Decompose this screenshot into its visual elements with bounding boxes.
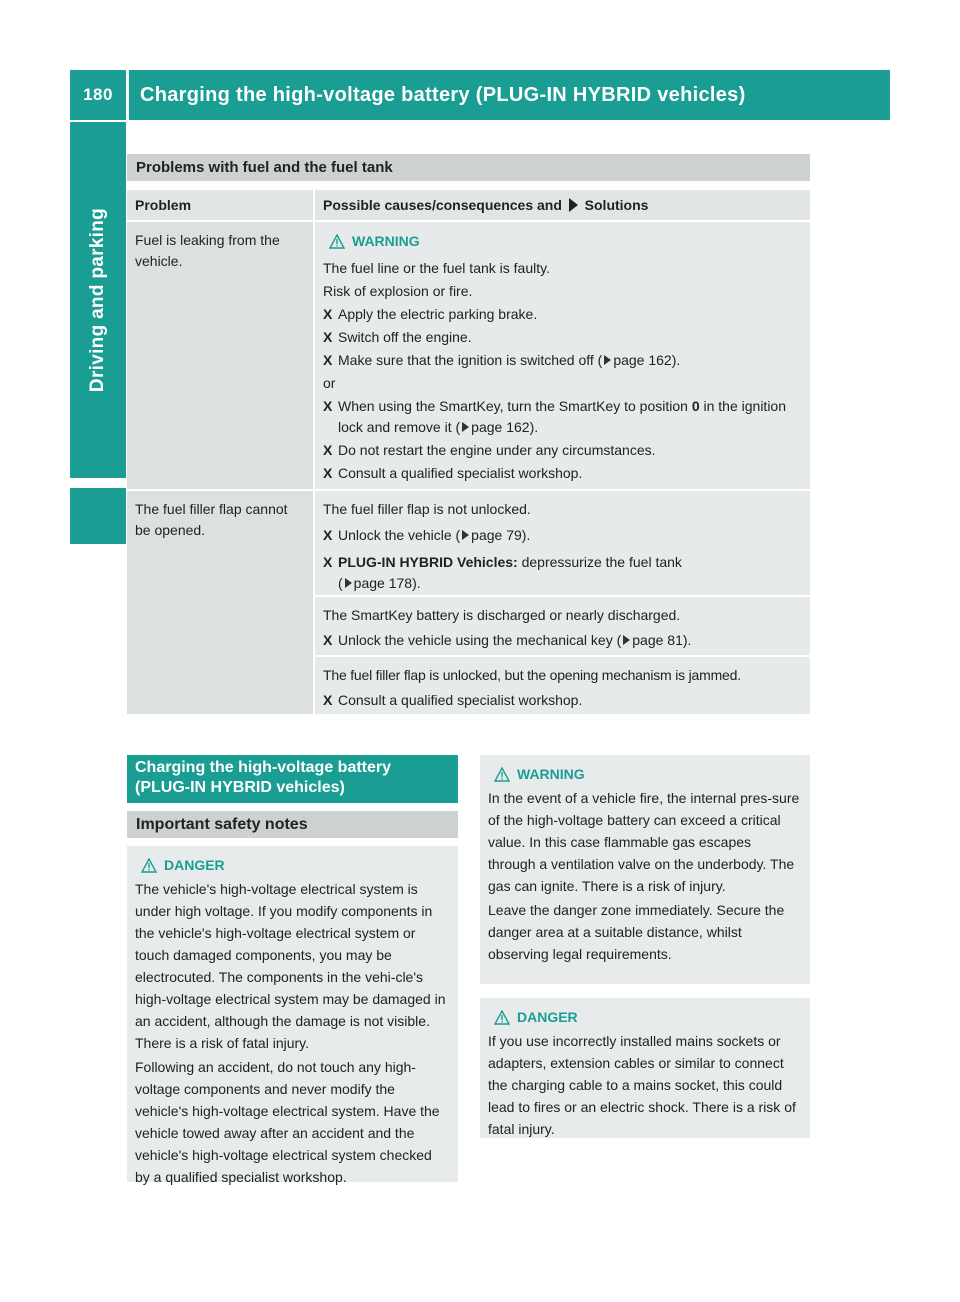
warning-heading xyxy=(488,763,802,785)
page-ref-triangle-icon xyxy=(462,422,469,432)
row2-c1-step1-text: Unlock the vehicle ( xyxy=(338,527,461,543)
row1-line2: Risk of explosion or fire. xyxy=(323,283,473,299)
chapter-label: Driving and parking xyxy=(87,207,108,393)
page-ref-triangle-icon xyxy=(623,635,630,645)
row2-problem xyxy=(127,491,313,714)
danger-box-high-voltage xyxy=(127,846,458,1185)
row1-warning-heading xyxy=(323,230,802,252)
chapter-marker xyxy=(70,488,126,544)
page-title: Charging the high-voltage battery (PLUG-IN HYBRID vehicles) xyxy=(140,84,746,106)
danger-box-mains-sockets xyxy=(480,998,810,1138)
page-header xyxy=(70,70,890,120)
col-header-solutions-text: Possible causes/consequences and xyxy=(323,197,562,213)
row1-step6 xyxy=(323,463,802,484)
page-number: 180 xyxy=(83,85,113,104)
page-ref-triangle-icon xyxy=(604,355,611,365)
danger-label: DANGER xyxy=(517,1009,578,1025)
row1-step6-text: Consult a qualified specialist workshop. xyxy=(338,465,583,481)
warning-triangle-icon xyxy=(494,1010,510,1025)
row2-c1-step1-page-ref[interactable]: page 79). xyxy=(471,527,531,543)
row1-step2-text: Switch off the engine. xyxy=(338,329,472,345)
arrow-right-icon xyxy=(569,198,578,212)
row1-step3-text: Make sure that the ignition is switched off ( xyxy=(338,352,603,368)
warning-triangle-icon xyxy=(141,858,157,873)
warning-label: WARNING xyxy=(352,232,420,249)
row2-c3-step1-text: Consult a qualified specialist workshop. xyxy=(338,692,583,708)
row1-line1: The fuel line or the fuel tank is faulty. xyxy=(323,260,550,276)
warning-triangle-icon xyxy=(494,767,510,782)
row1-problem-text: Fuel is leaking from the vehicle. xyxy=(135,232,280,269)
row2-problem-text: The fuel filler flap cannot be opened. xyxy=(135,501,288,538)
row1-step4-text: When using the SmartKey, turn the SmartKey to position xyxy=(338,398,688,414)
danger-label: DANGER xyxy=(164,857,225,873)
row1-step5 xyxy=(323,440,802,461)
chapter-side-tab xyxy=(70,122,126,478)
warning-triangle-icon xyxy=(329,234,345,249)
warning-para2: Leave the danger zone immediately. Secure the danger area at a suitable distance, whilst observing legal requirements. xyxy=(488,902,785,962)
row1-problem xyxy=(127,222,313,489)
row2-c2-step1 xyxy=(323,630,802,651)
safety-notes-subtitle: Important safety notes xyxy=(127,811,458,838)
row2-c1-step1 xyxy=(323,525,802,546)
row2-c1-step2-page-ref[interactable]: page 178). xyxy=(353,575,421,591)
warning-label: WARNING xyxy=(517,766,585,782)
row1-step4-position: 0 xyxy=(691,398,700,414)
page-ref-triangle-icon xyxy=(345,578,352,588)
fuel-table-title: Problems with fuel and the fuel tank xyxy=(127,154,810,181)
row2-c1-step2-bold: PLUG-IN HYBRID Vehicles: xyxy=(338,554,518,570)
row1-step1 xyxy=(323,304,802,325)
danger2-heading xyxy=(488,1006,802,1028)
row2-cause1 xyxy=(315,491,810,595)
row2-cause2-text: The SmartKey battery is discharged or nearly discharged. xyxy=(323,607,681,623)
danger2-para1: If you use incorrectly installed mains sockets or adapters, extension cables or similar to connect the charging cable to a mains socket, this could lead to fires or an electric shock. There is a risk of fatal injury. xyxy=(488,1033,796,1137)
row1-or: or xyxy=(323,375,336,391)
row1-step1-text: Apply the electric parking brake. xyxy=(338,306,538,322)
page-ref-triangle-icon xyxy=(462,530,469,540)
col-header-solutions xyxy=(315,190,810,220)
danger1-heading xyxy=(135,854,450,876)
row2-c2-step1-text: Unlock the vehicle using the mechanical key ( xyxy=(338,632,622,648)
row1-step3 xyxy=(323,350,802,371)
row2-cause2 xyxy=(315,597,810,655)
warning-box-vehicle-fire xyxy=(480,755,810,984)
row2-cause3-text: The fuel filler flap is unlocked, but the opening mechanism is jammed. xyxy=(323,667,741,683)
row2-cause3 xyxy=(315,657,810,714)
row2-c1-step2: X PLUG-IN HYBRID Vehicles: depressurize the fuel tank ( page 178). xyxy=(323,552,802,594)
row1-step5-text: Do not restart the engine under any circumstances. xyxy=(338,442,656,458)
row1-step2 xyxy=(323,327,802,348)
warning-para1: In the event of a vehicle fire, the internal pres-sure of the high-voltage battery can exceed a critical value. In this case flammable gas escapes through a ventilation valve on the underbody. The gas can ignite. There is a risk of injury. xyxy=(488,790,800,894)
danger1-para1: The vehicle's high-voltage electrical system is under high voltage. If you modify components in the vehicle's high-voltage electrical system or touch damaged components, you may be electrocuted. The components in the vehi-cle's high-voltage electrical system may be damaged in an accident, although the damage is not visible. There is a risk of fatal injury. xyxy=(135,881,446,1051)
row2-c1-step2-text: depressurize the fuel tank xyxy=(521,554,682,570)
row1-step4-page-ref[interactable]: page 162). xyxy=(471,419,539,435)
row1-solutions xyxy=(315,222,810,489)
header-divider xyxy=(126,70,129,120)
row1-step4 xyxy=(323,396,802,438)
col-header-problem: Problem xyxy=(127,190,313,220)
row2-c3-step1 xyxy=(323,690,802,711)
row1-step3-page-ref[interactable]: page 162). xyxy=(613,352,681,368)
row1-step4-text-b: in the ignition lock and remove it ( xyxy=(338,398,787,435)
charging-section-title: Charging the high-voltage battery (PLUG-IN HYBRID vehicles) xyxy=(127,755,458,803)
row2-cause1-text: The fuel filler flap is not unlocked. xyxy=(323,501,531,517)
danger1-para2: Following an accident, do not touch any high-voltage components and never modify the vehicle's high-voltage electrical system. Have the vehicle towed away after an accident and the vehicle's high-voltage electrical system checked by a qualified specialist workshop. xyxy=(135,1059,440,1185)
row2-c2-step1-page-ref[interactable]: page 81). xyxy=(632,632,692,648)
col-header-solutions-suffix: Solutions xyxy=(584,197,649,213)
